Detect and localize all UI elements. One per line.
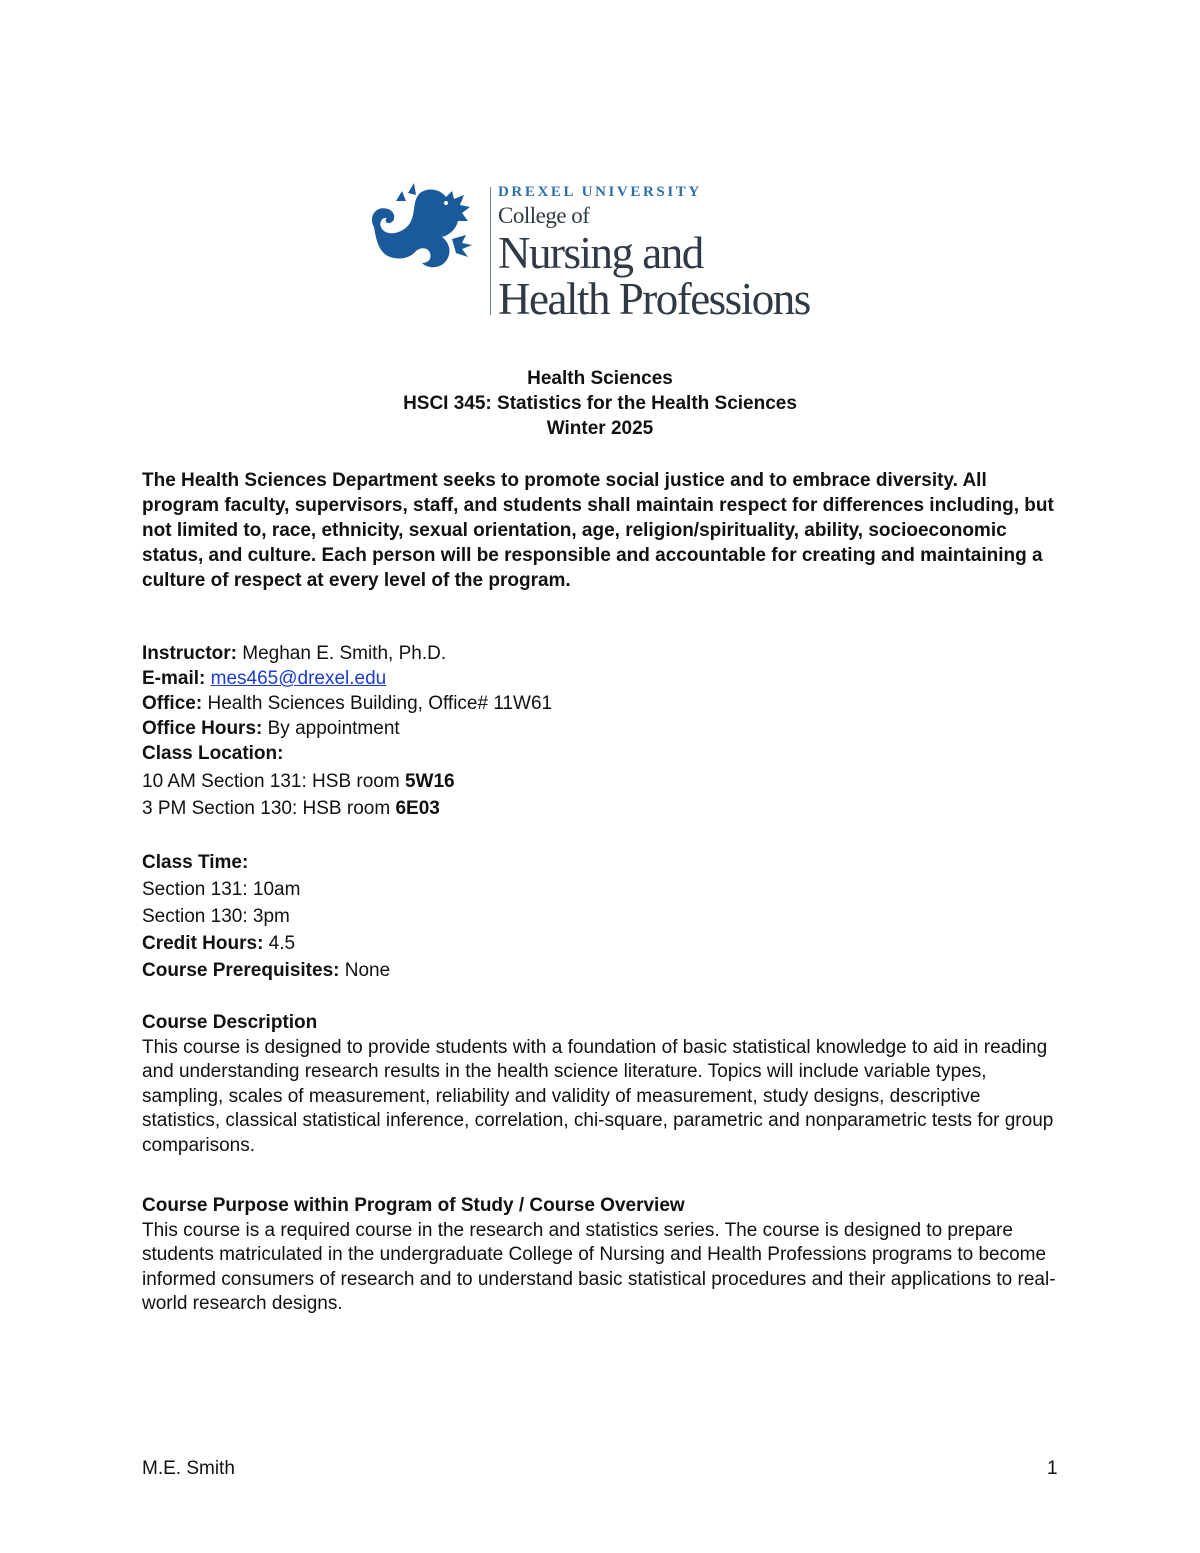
credit-label: Credit Hours: — [142, 933, 264, 954]
dragon-logo-icon — [366, 183, 490, 273]
college-logo — [366, 183, 836, 323]
office-row — [142, 691, 1062, 716]
location-row-131 — [142, 768, 1062, 795]
class-location-label: Class Location: — [142, 743, 284, 764]
department-title: Health Sciences — [527, 368, 673, 389]
credit-value: 4.5 — [263, 933, 296, 954]
office-hours-label: Office Hours: — [142, 718, 263, 739]
logo-divider — [490, 187, 491, 315]
location-131-room: 5W16 — [404, 771, 455, 792]
course-purpose-heading: Course Purpose within Program of Study / Course Overview — [142, 1195, 685, 1216]
footer-page-number: 1 — [1047, 1458, 1058, 1479]
prereq-value: None — [339, 960, 391, 981]
location-130-room: 6E03 — [395, 798, 440, 819]
location-131-text: 10 AM Section 131: HSB room — [142, 771, 405, 792]
credit-row — [142, 930, 1062, 957]
instructor-row — [142, 641, 1062, 666]
class-time-block — [142, 849, 1062, 984]
course-purpose-text: This course is a required course in the research and statistics series. The course is designed to prepare students matriculated in the undergraduate College of Nursing and Health Professions programs to become informed consumers of research and to understand basic statistical procedures and their applications to real-world research designs. — [142, 1219, 1056, 1315]
office-hours-row — [142, 716, 1062, 741]
course-description — [142, 1011, 1062, 1159]
office-label: Office: — [142, 693, 203, 714]
course-description-heading: Course Description — [142, 1012, 318, 1033]
diversity-statement: The Health Sciences Department seeks to promote social justice and to embrace diversity. All program faculty, supervisors, staff, and students shall maintain respect for differences including, but not limited to, race, ethnicity, sexual orientation, age, religion/spirituality, ability, socioeconomic status, and culture. Each person will be responsible and accountable for creating and maintaining a culture of respect at every level of the program. — [142, 470, 1054, 591]
prereq-label: Course Prerequisites: — [142, 960, 340, 981]
instructor-label: Instructor: — [142, 643, 237, 664]
email-link[interactable]: mes465@drexel.edu — [210, 668, 387, 689]
class-time-130: Section 130: 3pm — [142, 906, 290, 927]
course-purpose — [142, 1194, 1062, 1317]
term-title: Winter 2025 — [546, 418, 654, 439]
logo-line1: Nursing and — [498, 228, 703, 278]
email-label: E-mail: — [142, 668, 206, 689]
logo-university: DREXEL UNIVERSITY — [498, 184, 702, 200]
course-title: HSCI 345: Statistics for the Health Sciences — [403, 393, 797, 414]
course-description-text: This course is designed to provide students with a foundation of basic statistical knowledge to aid in reading and understanding research results in the health science literature. Topics will include variable types, sampling, scales of measurement, reliability and validity of measurement, study designs, descriptive statistics, classical statistical inference, correlation, chi-square, parametric and nonparametric tests for group comparisons. — [142, 1036, 1054, 1156]
course-info — [142, 641, 1062, 766]
email-row — [142, 666, 1062, 691]
footer-author: M.E. Smith — [142, 1458, 235, 1479]
instructor-value: Meghan E. Smith, Ph.D. — [237, 643, 447, 664]
class-time-131: Section 131: 10am — [142, 879, 301, 900]
course-header — [0, 366, 1200, 441]
class-locations — [142, 768, 1062, 822]
location-row-130 — [142, 795, 1062, 822]
office-value: Health Sciences Building, Office# 11W61 — [202, 693, 553, 714]
office-hours-value: By appointment — [262, 718, 400, 739]
logo-college-of: College of — [498, 203, 590, 228]
logo-line2: Health Professions — [498, 274, 810, 324]
location-130-text: 3 PM Section 130: HSB room — [142, 798, 396, 819]
prereq-row — [142, 957, 1062, 984]
class-time-label: Class Time: — [142, 852, 249, 873]
